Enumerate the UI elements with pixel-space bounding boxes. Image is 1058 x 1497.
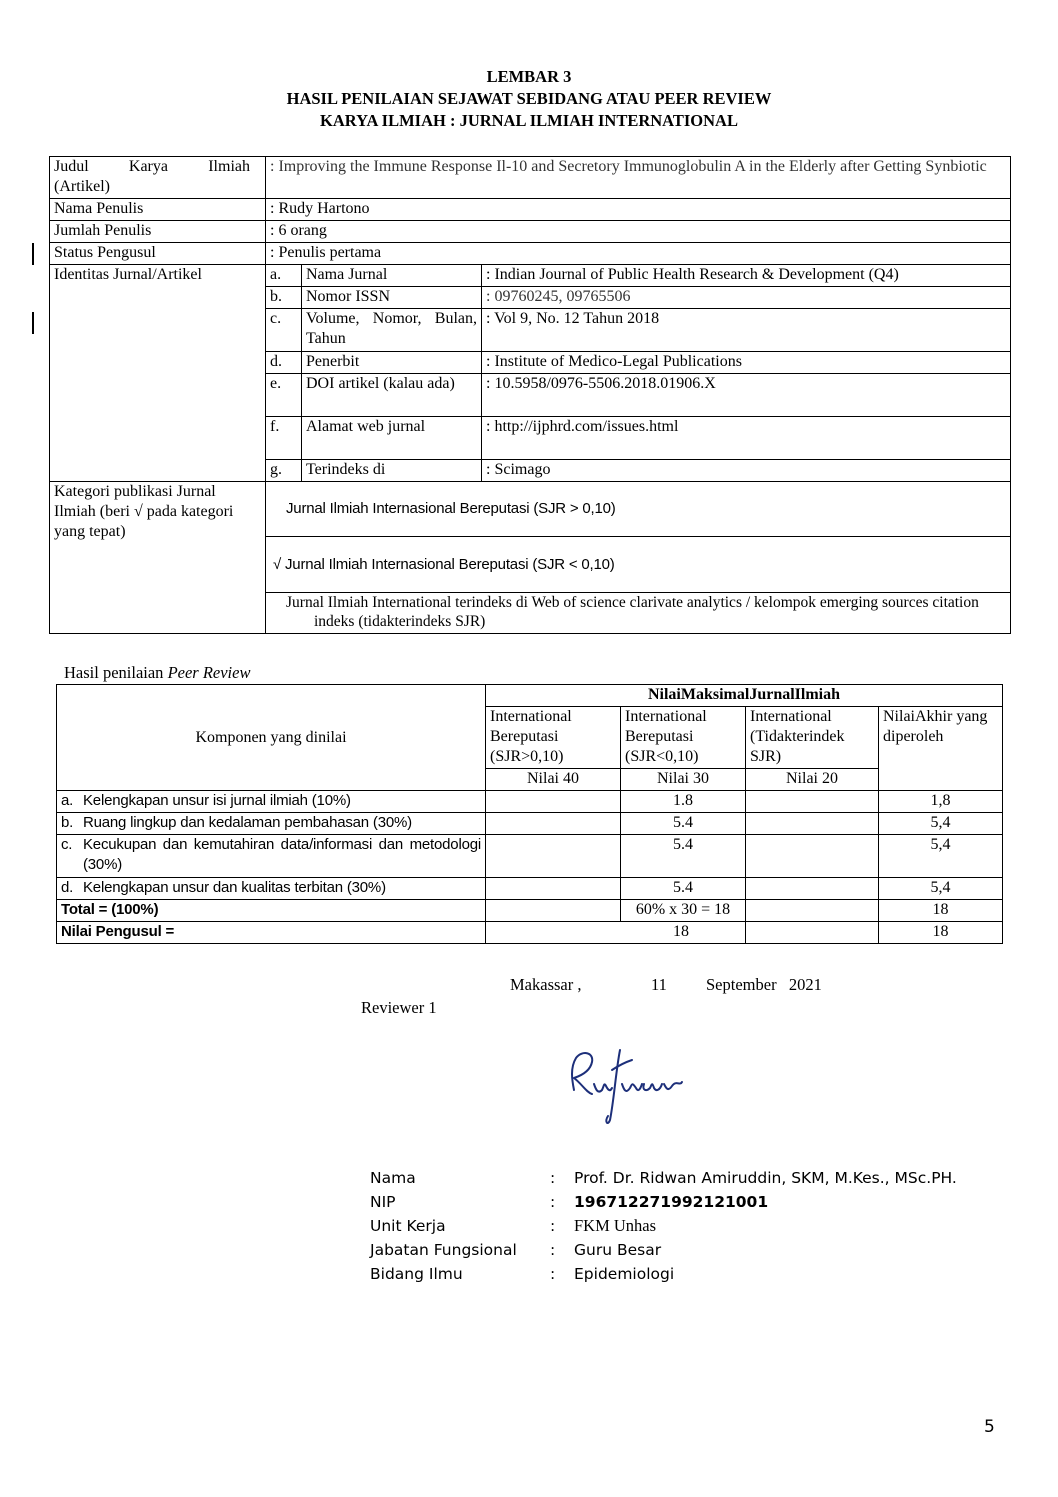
journal-row-value: : Vol 9, No. 12 Tahun 2018 xyxy=(482,309,1011,352)
doc-heading-3: KARYA ILMIAH : JURNAL ILMIAH INTERNATIONAL xyxy=(320,111,738,130)
komponen-cell: b. Ruang lingkup dan kedalaman pembahasan (30%) xyxy=(57,813,486,835)
journal-row-value: : Scimago xyxy=(482,460,1011,482)
col-header-2: International Bereputasi (SJR<0,10) xyxy=(621,707,746,769)
table-row xyxy=(57,813,1003,835)
peer-review-title: Hasil penilaian Peer Review xyxy=(64,663,251,682)
final-score-cell: 1,8 xyxy=(879,791,1003,813)
doc-heading-1: LEMBAR 3 xyxy=(486,67,572,86)
sign-place: Makassar , xyxy=(510,975,582,994)
sign-day: 11 xyxy=(651,975,667,994)
nilai-pengusul-score: 18 xyxy=(486,922,746,944)
table-row xyxy=(57,878,1003,900)
journal-row-label: Nomor ISSN xyxy=(302,287,482,309)
reviewer-label: Reviewer 1 xyxy=(361,998,437,1017)
table-row xyxy=(57,791,1003,813)
jumlah-penulis-label: Jumlah Penulis xyxy=(50,221,266,243)
journal-row-letter: b. xyxy=(266,287,302,309)
journal-row-letter: f. xyxy=(266,417,302,460)
nilai-40: Nilai 40 xyxy=(486,769,621,791)
score-cell xyxy=(486,878,621,900)
col-komponen: Komponen yang dinilai xyxy=(57,685,486,791)
nilai-pengusul-final: 18 xyxy=(879,922,1003,944)
journal-row-letter: a. xyxy=(266,265,302,287)
journal-row-label: Alamat web jurnal xyxy=(302,417,482,460)
peer-review-table xyxy=(56,684,1003,944)
journal-row-value: : Indian Journal of Public Health Research & Development (Q4) xyxy=(482,265,1011,287)
total-final: 18 xyxy=(879,900,1003,922)
margin-change-bar xyxy=(32,312,34,334)
score-cell xyxy=(746,922,879,944)
status-value: : Penulis pertama xyxy=(266,243,1011,265)
score-cell xyxy=(746,791,879,813)
score-cell xyxy=(486,835,621,878)
score-cell xyxy=(746,878,879,900)
final-score-cell: 5,4 xyxy=(879,878,1003,900)
score-cell xyxy=(486,900,621,922)
margin-change-bar xyxy=(32,243,34,265)
table-row xyxy=(57,835,1003,878)
jumlah-penulis-value: : 6 orang xyxy=(266,221,1011,243)
journal-row-label: Penerbit xyxy=(302,352,482,374)
final-score-cell: 5,4 xyxy=(879,835,1003,878)
journal-row-value: : http://ijphrd.com/issues.html xyxy=(482,417,1011,460)
penulis-value: : Rudy Hartono xyxy=(266,199,1011,221)
score-cell xyxy=(746,835,879,878)
komponen-cell: c. Kecukupan dan kemutahiran data/informasi dan metodologi (30%) xyxy=(57,835,486,878)
status-label: Status Pengusul xyxy=(50,243,266,265)
nilai-pengusul-row xyxy=(57,922,1003,944)
journal-row-label: DOI artikel (kalau ada) xyxy=(302,374,482,417)
score-cell: 1.8 xyxy=(621,791,746,813)
journal-row-label: Nama Jurnal xyxy=(302,265,482,287)
col-group-header: NilaiMaksimalJurnalIlmiah xyxy=(486,685,1003,707)
nilai-20: Nilai 20 xyxy=(746,769,879,791)
handwritten-signature xyxy=(560,1040,700,1130)
total-score: 60% x 30 = 18 xyxy=(621,900,746,922)
col-header-4: NilaiAkhir yang diperoleh xyxy=(879,707,1003,791)
nilai-30: Nilai 30 xyxy=(621,769,746,791)
total-label: Total = (100%) xyxy=(57,900,486,922)
penulis-label: Nama Penulis xyxy=(50,199,266,221)
identity-table xyxy=(49,156,1011,634)
identitas-label: Identitas Jurnal/Artikel xyxy=(50,265,266,482)
journal-row-letter: d. xyxy=(266,352,302,374)
score-cell xyxy=(746,900,879,922)
score-cell: 5.4 xyxy=(621,835,746,878)
page-number: 5 xyxy=(984,1417,995,1437)
kategori-option-2: √ Jurnal Ilmiah Internasional Bereputasi (SJR < 0,10) xyxy=(266,537,1011,593)
sign-month-year: September 2021 xyxy=(706,975,822,994)
score-cell xyxy=(746,813,879,835)
journal-row-letter: g. xyxy=(266,460,302,482)
journal-row-value: : 09760245, 09765506 xyxy=(482,287,1011,309)
journal-row-letter: c. xyxy=(266,309,302,352)
score-cell: 5.4 xyxy=(621,813,746,835)
kategori-label: Kategori publikasi Jurnal Ilmiah (beri √ pada kategori yang tepat) xyxy=(50,482,266,634)
final-score-cell: 5,4 xyxy=(879,813,1003,835)
journal-row-value: : 10.5958/0976-5506.2018.01906.X xyxy=(482,374,1011,417)
col-header-1: International Bereputasi (SJR>0,10) xyxy=(486,707,621,769)
judul-label: Judul Karya Ilmiah (Artikel) xyxy=(50,157,266,199)
score-cell xyxy=(486,791,621,813)
nilai-pengusul-label: Nilai Pengusul = xyxy=(57,922,486,944)
journal-row-label: Volume, Nomor, Bulan, Tahun xyxy=(302,309,482,352)
score-cell: 5.4 xyxy=(621,878,746,900)
kategori-option-3: Jurnal Ilmiah International terindeks di Web of science clarivate analytics / kelompok emerging sources citation indeks (tidakterindeks SJR) xyxy=(266,593,1011,634)
journal-row-label: Terindeks di xyxy=(302,460,482,482)
col-header-3: International (Tidakterindek SJR) xyxy=(746,707,879,769)
total-row xyxy=(57,900,1003,922)
doc-heading-2: HASIL PENILAIAN SEJAWAT SEBIDANG ATAU PEER REVIEW xyxy=(286,89,772,108)
judul-value: : Improving the Immune Response Il-10 and Secretory Immunoglobulin A in the Elderly after Getting Synbiotic xyxy=(266,157,1011,199)
score-cell xyxy=(486,813,621,835)
journal-row-letter: e. xyxy=(266,374,302,417)
journal-row-value: : Institute of Medico-Legal Publications xyxy=(482,352,1011,374)
kategori-option-1: Jurnal Ilmiah Internasional Bereputasi (SJR > 0,10) xyxy=(266,482,1011,537)
komponen-cell: a. Kelengkapan unsur isi jurnal ilmiah (10%) xyxy=(57,791,486,813)
komponen-cell: d. Kelengkapan unsur dan kualitas terbitan (30%) xyxy=(57,878,486,900)
